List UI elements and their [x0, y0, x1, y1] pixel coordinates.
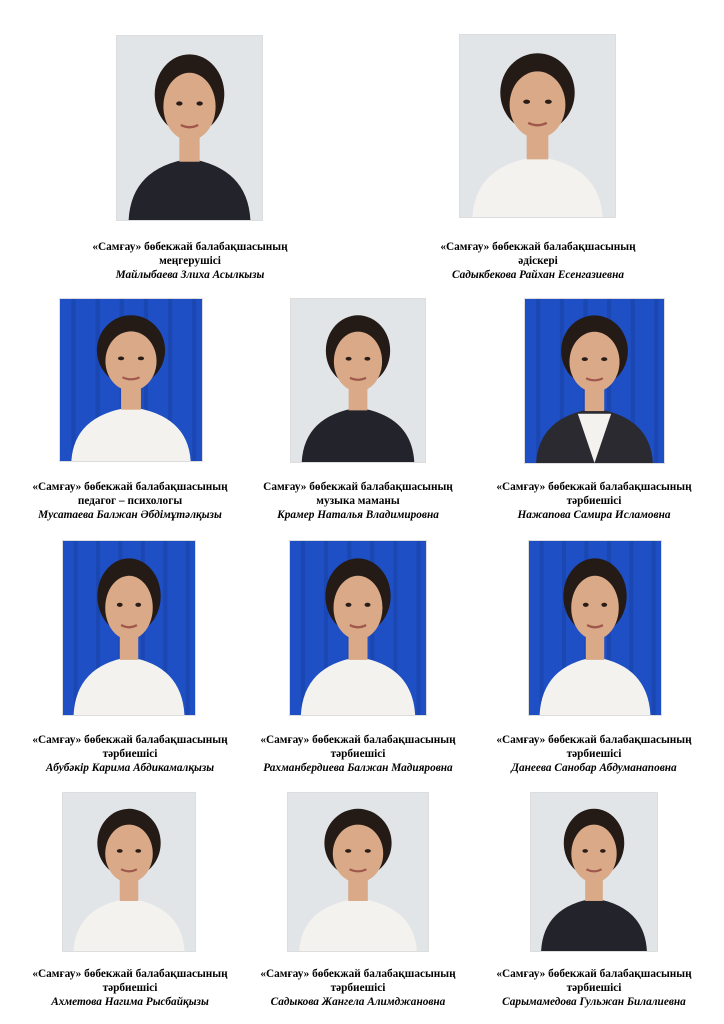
- caption-name: Сарымамедова Гульжан Билалиевна: [502, 996, 686, 1008]
- portrait-face: [105, 825, 153, 883]
- portrait-eye: [138, 357, 144, 361]
- caption-role: тәрбиешісі: [330, 982, 386, 994]
- portrait-eye: [601, 603, 607, 607]
- portrait-eye: [176, 101, 182, 105]
- portrait-eye: [582, 357, 588, 361]
- portrait-eye: [365, 849, 371, 853]
- staff-photo: [531, 793, 657, 951]
- caption-line1: «Самғау» бөбекжай балабақшасының: [260, 968, 456, 980]
- caption-role: тәрбиешісі: [566, 982, 622, 994]
- staff-caption: [228, 967, 488, 1009]
- caption-name: Нажапова Самира Исламовна: [517, 509, 671, 521]
- portrait-image: [63, 793, 195, 951]
- caption-name: Крамер Наталья Владимировна: [277, 509, 439, 521]
- staff-photo: [60, 299, 202, 461]
- backdrop-fold: [301, 541, 305, 715]
- portrait-image: [291, 299, 425, 462]
- portrait-face: [571, 576, 619, 640]
- backdrop-fold: [192, 299, 196, 461]
- caption-role: тәрбиешісі: [566, 748, 622, 760]
- portrait-face: [571, 825, 616, 883]
- portrait-eye: [345, 849, 351, 853]
- portrait-eye: [365, 603, 371, 607]
- backdrop-fold: [540, 541, 544, 715]
- portrait-eye: [135, 603, 141, 607]
- portrait-eye: [523, 100, 530, 104]
- caption-name: Майлыбаева Злиха Асылкызы: [115, 269, 265, 281]
- caption-role: тәрбиешісі: [330, 748, 386, 760]
- caption-name: Рахманбердиева Балжан Мадияровна: [263, 762, 453, 774]
- portrait-face: [163, 73, 215, 140]
- portrait-face: [510, 71, 566, 138]
- portrait-image: [290, 541, 426, 715]
- portrait-eye: [117, 603, 123, 607]
- staff-photo: [291, 299, 425, 462]
- portrait-face: [333, 825, 383, 883]
- portrait-eye: [582, 849, 588, 853]
- staff-caption: [464, 480, 724, 522]
- caption-role: меңгерушісі: [159, 255, 221, 267]
- staff-photo: [290, 541, 426, 715]
- staff-photo: [288, 793, 428, 951]
- staff-caption: [408, 240, 668, 282]
- portrait-eye: [118, 357, 124, 361]
- portrait-eye: [345, 603, 351, 607]
- caption-role: педагог – психологы: [77, 495, 183, 507]
- caption-name: Садыкбекова Райхан Есенгазиевна: [451, 269, 624, 281]
- portrait-face: [105, 576, 153, 640]
- backdrop-fold: [186, 541, 190, 715]
- portrait-image: [60, 299, 202, 461]
- caption-line1: «Самғау» бөбекжай балабақшасының: [32, 734, 228, 746]
- caption-name: Ахметова Нагима Рысбайқызы: [51, 996, 209, 1008]
- staff-caption: [0, 733, 260, 775]
- portrait-face: [334, 576, 383, 640]
- staff-caption: [60, 240, 320, 282]
- portrait-image: [117, 36, 262, 220]
- caption-name: Садыкова Жангела Алимджановна: [270, 996, 446, 1008]
- portrait-image: [460, 35, 615, 217]
- backdrop-fold: [654, 299, 658, 463]
- portrait-eye: [583, 603, 589, 607]
- caption-name: Абубәкір Карима Абдикамалқызы: [45, 762, 215, 774]
- caption-role: тәрбиешісі: [102, 982, 158, 994]
- backdrop-fold: [74, 541, 78, 715]
- portrait-eye: [135, 849, 141, 853]
- caption-line1: «Самғау» бөбекжай балабақшасының: [32, 968, 228, 980]
- staff-caption: [228, 733, 488, 775]
- portrait-image: [63, 541, 195, 715]
- caption-role: тәрбиешісі: [566, 495, 622, 507]
- staff-photo: [63, 793, 195, 951]
- caption-name: Данеева Санобар Абдуманаповна: [511, 762, 677, 774]
- caption-line1: «Самғау» бөбекжай балабақшасының: [92, 241, 288, 253]
- backdrop-fold: [416, 541, 420, 715]
- portrait-image: [529, 541, 661, 715]
- staff-caption: [228, 480, 488, 522]
- caption-line1: «Самғау» бөбекжай балабақшасының: [496, 481, 692, 493]
- portrait-eye: [600, 849, 606, 853]
- backdrop-fold: [71, 299, 75, 461]
- staff-photo: [529, 541, 661, 715]
- caption-line1: «Самғау» бөбекжай балабақшасының: [440, 241, 636, 253]
- caption-line1: «Самғау» бөбекжай балабақшасының: [260, 734, 456, 746]
- caption-line1: Самғау» бөбекжай балабақшасының: [263, 481, 453, 493]
- portrait-face: [105, 331, 156, 390]
- portrait-eye: [364, 357, 370, 361]
- staff-caption: [0, 480, 260, 522]
- portrait-face: [569, 332, 619, 392]
- caption-line1: «Самғау» бөбекжай балабақшасының: [32, 481, 228, 493]
- caption-line1: «Самғау» бөбекжай балабақшасының: [496, 734, 692, 746]
- staff-caption: [464, 967, 724, 1009]
- portrait-eye: [346, 357, 352, 361]
- caption-role: тәрбиешісі: [102, 748, 158, 760]
- staff-photo: [117, 36, 262, 220]
- staff-caption: [0, 967, 260, 1009]
- staff-photo: [525, 299, 664, 463]
- backdrop-fold: [652, 541, 656, 715]
- caption-line1: «Самғау» бөбекжай балабақшасының: [496, 968, 692, 980]
- portrait-eye: [196, 101, 202, 105]
- portrait-eye: [601, 357, 607, 361]
- portrait-eye: [545, 100, 552, 104]
- caption-role: әдіскері: [518, 255, 558, 267]
- portrait-image: [525, 299, 664, 463]
- staff-photo: [63, 541, 195, 715]
- portrait-face: [334, 332, 382, 392]
- caption-role: музыка маманы: [316, 495, 400, 507]
- staff-caption: [464, 733, 724, 775]
- staff-photo: [460, 35, 615, 217]
- portrait-eye: [117, 849, 123, 853]
- portrait-image: [288, 793, 428, 951]
- backdrop-fold: [536, 299, 540, 463]
- portrait-image: [531, 793, 657, 951]
- caption-name: Мусатаева Балжан Әбдімұтәлқызы: [38, 509, 222, 521]
